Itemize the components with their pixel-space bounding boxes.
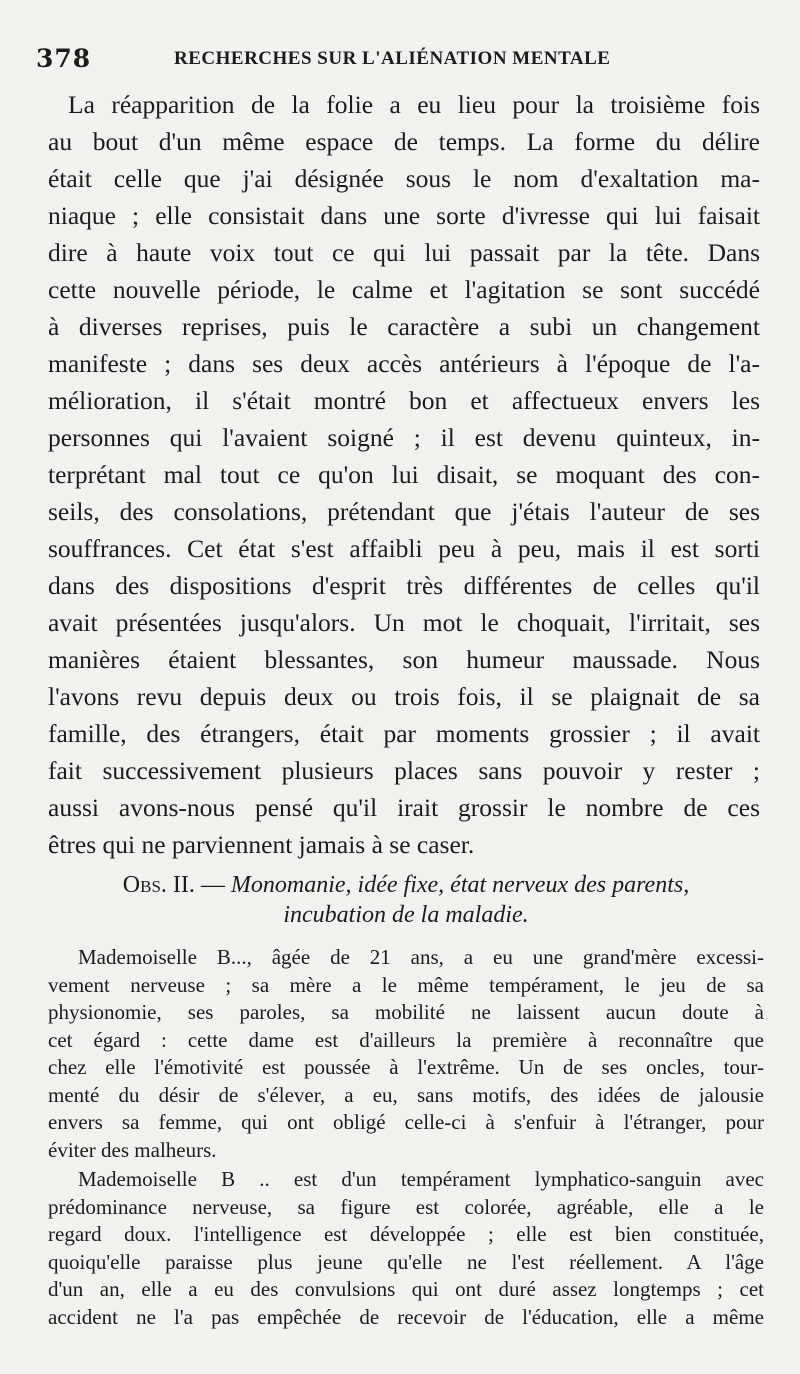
text-line: mélioration, il s'était montré bon et affectueux envers les: [48, 386, 760, 415]
text-line: terprétant mal tout ce qu'on lui disait, se moquant des con-: [48, 460, 760, 489]
text-line: seils, des consolations, prétendant que j'étais l'auteur de ses: [48, 497, 760, 526]
observation-heading: [36, 870, 776, 930]
text-line: était celle que j'ai désignée sous le nom d'exaltation ma-: [48, 164, 760, 193]
paragraph-family-history: [48, 944, 764, 1164]
text-line: dans des dispositions d'esprit très différentes de celles qu'il: [48, 571, 760, 600]
text-line: physionomie, ses paroles, sa mobilité ne laissent aucun doute à: [48, 1000, 764, 1024]
text-line: famille, des étrangers, était par moments grossier ; il avait: [48, 719, 760, 748]
page-number: 378: [36, 44, 92, 73]
observation-title-line1: Monomanie, idée fixe, état nerveux des parents,: [230, 872, 690, 898]
text-line: fait successivement plusieurs places sans pouvoir y rester ;: [48, 756, 760, 785]
text-line: l'avons revu depuis deux ou trois fois, il se plaignait de sa: [48, 682, 760, 711]
text-line: éviter des malheurs.: [48, 1137, 217, 1162]
text-line: niaque ; elle consistait dans une sorte d'ivresse qui lui faisait: [48, 201, 760, 230]
running-title: RECHERCHES SUR L'ALIÉNATION MENTALE: [174, 48, 611, 69]
text-line: dire à haute voix tout ce qui lui passait par la tête. Dans: [48, 238, 760, 267]
text-line: au bout d'un même espace de temps. La forme du délire: [48, 127, 760, 156]
text-line: Mademoiselle B..., âgée de 21 ans, a eu une grand'mère excessi-: [78, 945, 764, 969]
text-line: cet égard : cette dame est d'ailleurs la première à reconnaître que: [48, 1027, 764, 1052]
text-line: à diverses reprises, puis le caractère a subi un changement: [48, 312, 760, 341]
text-line: souffrances. Cet état s'est affaibli peu à peu, mais il est sorti: [48, 534, 760, 563]
text-line: menté du désir de s'élever, a eu, sans motifs, des idées de jalousie: [48, 1082, 764, 1107]
text-line: envers sa femme, qui ont obligé celle-ci à s'enfuir à l'étranger, pour: [48, 1110, 764, 1134]
text-line: êtres qui ne parviennent jamais à se caser.: [48, 830, 475, 859]
text-line: manifeste ; dans ses deux accès antérieurs à l'époque de l'a-: [48, 349, 760, 378]
text-line: avait présentées jusqu'alors. Un mot le choquait, l'irritait, ses: [48, 608, 760, 637]
paragraph-patient-description: [48, 1166, 764, 1331]
text-line: La réapparition de la folie a eu lieu pour la troisième fois: [68, 90, 760, 119]
text-line: vement nerveuse ; sa mère a le même tempérament, le jeu de sa: [48, 972, 764, 997]
text-line: quoiqu'elle paraisse plus jeune qu'elle ne l'est réellement. A l'âge: [48, 1249, 764, 1274]
text-line: chez elle l'émotivité est poussée à l'extrême. Un de ses oncles, tour-: [48, 1055, 764, 1079]
page-header: [36, 42, 776, 76]
text-line: aussi avons-nous pensé qu'il irait grossir le nombre de ces: [48, 793, 760, 822]
text-line: personnes qui l'avaient soigné ; il est devenu quinteux, in-: [48, 423, 760, 452]
text-line: accident ne l'a pas empêchée de recevoir de l'éducation, elle a même: [48, 1304, 764, 1329]
observation-label: Obs. II. —: [122, 872, 225, 898]
text-line: regard doux. l'intelligence est développée ; elle est bien constituée,: [48, 1222, 764, 1246]
text-line: d'un an, elle a eu des convulsions qui ont duré assez longtemps ; cet: [48, 1277, 764, 1301]
text-line: cette nouvelle période, le calme et l'agitation se sont succédé: [48, 275, 760, 304]
text-line: manières étaient blessantes, son humeur maussade. Nous: [48, 645, 760, 674]
text-line: prédominance nerveuse, sa figure est colorée, agréable, elle a le: [48, 1194, 764, 1219]
observation-title-line2: incubation de la maladie.: [283, 902, 529, 928]
text-line: Mademoiselle B .. est d'un tempérament lymphatico-sanguin avec: [78, 1167, 764, 1191]
paragraph-main: [48, 86, 760, 863]
